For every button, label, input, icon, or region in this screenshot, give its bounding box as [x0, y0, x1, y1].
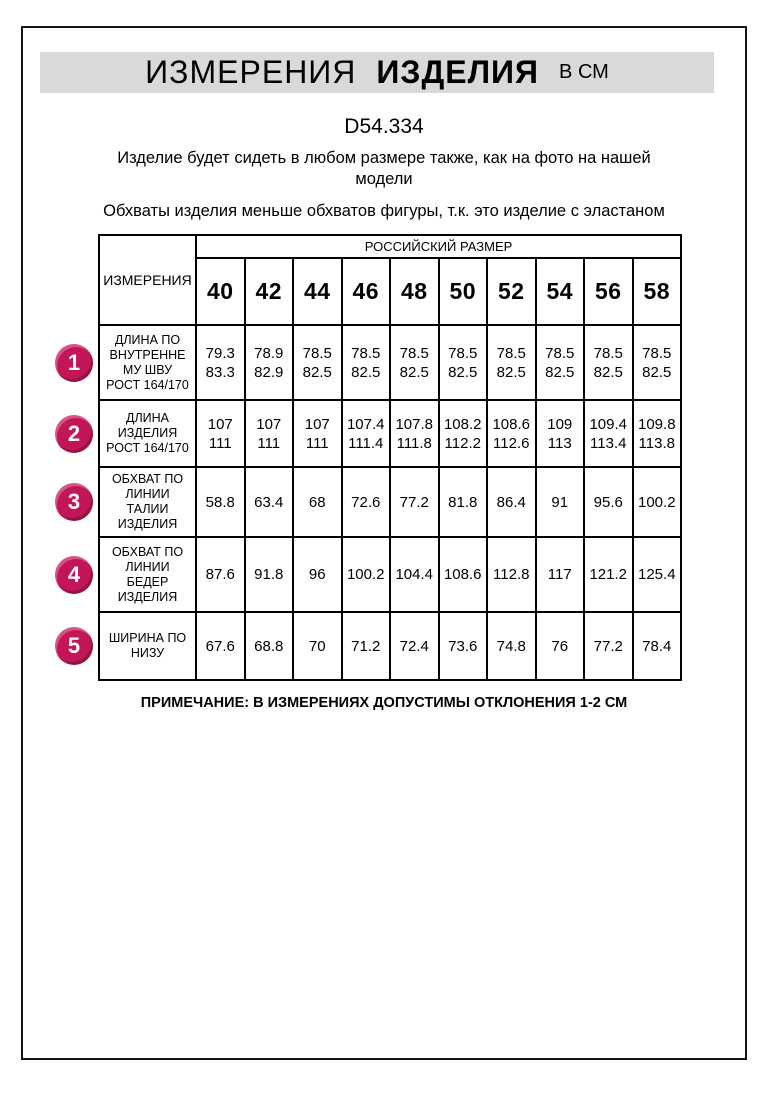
value-line: 117: [547, 566, 572, 583]
value-cell: [584, 467, 633, 537]
value-cell: [584, 612, 633, 680]
value-line: 112.6: [493, 434, 530, 452]
size-column-header: 46: [342, 258, 391, 325]
value-cell: [245, 537, 294, 612]
value-cell: [390, 467, 439, 537]
table-row: [99, 537, 681, 612]
value-line: 82.5: [545, 363, 575, 381]
title-bar: [40, 52, 714, 93]
size-column-header: 40: [196, 258, 245, 325]
measure-label-cell: [99, 325, 196, 400]
value-line: 78.5: [545, 344, 575, 362]
value-line: 125.4: [638, 566, 676, 583]
title-main: ИЗМЕРЕНИЯ: [145, 54, 357, 90]
tolerance-note: ПРИМЕЧАНИЕ: В ИЗМЕРЕНИЯХ ДОПУСТИМЫ ОТКЛОНЕНИЯ 1-2 СМ: [140, 695, 628, 711]
value-line: 78.9: [254, 344, 284, 362]
value-line: 72.6: [351, 493, 381, 511]
value-line: 111: [257, 434, 281, 452]
measurements-column-header: ИЗМЕРЕНИЯ: [99, 235, 196, 325]
value-line: 107: [207, 415, 233, 433]
size-column-header: 42: [245, 258, 294, 325]
value-line: 78.4: [642, 637, 672, 655]
value-cell: [487, 400, 536, 467]
value-cell: [633, 537, 682, 612]
size-group-header: РОССИЙСКИЙ РАЗМЕР: [196, 235, 681, 258]
value-cell: [633, 400, 682, 467]
value-cell: [293, 612, 342, 680]
value-line: 77.2: [593, 637, 623, 655]
value-line: 111.8: [396, 434, 432, 452]
value-line: 112.2: [444, 434, 481, 452]
label-line: РОСТ 164/170: [106, 377, 189, 392]
value-cell: [584, 537, 633, 612]
value-line: 82.5: [496, 363, 526, 381]
size-column-header: 54: [536, 258, 585, 325]
measure-label-cell: [99, 400, 196, 467]
value-line: 100.2: [638, 493, 676, 511]
table-row: [99, 325, 681, 400]
value-cell: [536, 325, 585, 400]
row-number-badge: 5: [55, 627, 93, 665]
value-line: 82.5: [351, 363, 381, 381]
value-cell: [633, 325, 682, 400]
value-line: 109.8: [638, 415, 676, 433]
row-number-badge: 2: [55, 415, 93, 453]
value-cell: [439, 325, 488, 400]
value-cell: [196, 325, 245, 400]
value-cell: [439, 612, 488, 680]
label-line: НИЗУ: [130, 646, 165, 660]
value-line: 91: [551, 493, 569, 511]
value-cell: [196, 467, 245, 537]
value-line: 82.5: [593, 363, 623, 381]
value-line: 79.3: [205, 344, 235, 362]
value-cell: [293, 325, 342, 400]
value-cell: [487, 325, 536, 400]
value-cell: [536, 537, 585, 612]
value-line: 87.6: [205, 566, 235, 583]
value-line: 71.2: [351, 637, 381, 655]
label-line: РОСТ 164/170: [106, 441, 189, 455]
value-cell: [342, 612, 391, 680]
value-cell: [342, 537, 391, 612]
value-cell: [487, 537, 536, 612]
fit-note: Изделие будет сидеть в любом размере также, как на фото на нашей модели: [117, 149, 651, 188]
label-line: ДЛИНА ПО: [114, 332, 181, 347]
value-cell: [487, 612, 536, 680]
row-number-badge: 3: [55, 483, 93, 521]
value-line: 58.8: [205, 493, 235, 511]
value-line: 78.5: [496, 344, 526, 362]
value-line: 78.5: [448, 344, 478, 362]
value-cell: [536, 612, 585, 680]
measure-label-cell: [99, 537, 196, 612]
label-line: МУ ШВУ: [122, 362, 173, 377]
value-line: 86.4: [496, 493, 526, 511]
value-line: 104.4: [395, 566, 434, 583]
label-line: ТАЛИИ: [126, 502, 169, 516]
value-line: 109: [547, 415, 573, 433]
value-cell: [342, 325, 391, 400]
value-line: 81.8: [448, 493, 478, 511]
value-line: 78.5: [302, 344, 332, 362]
value-cell: [293, 400, 342, 467]
value-cell: [196, 612, 245, 680]
label-line: ИЗДЕЛИЯ: [117, 589, 178, 604]
table-row: [99, 467, 681, 537]
value-line: 109.4: [589, 415, 628, 433]
value-line: 72.4: [399, 637, 429, 655]
label-line: ДЛИНА: [125, 411, 170, 425]
value-line: 111: [305, 434, 329, 452]
row-number-badge: 4: [55, 556, 93, 594]
value-line: 68.8: [254, 637, 284, 655]
elastane-note: Обхваты изделия меньше обхватов фигуры, т.к. это изделие с эластаном: [103, 202, 665, 220]
value-line: 108.6: [492, 415, 531, 433]
value-cell: [390, 537, 439, 612]
value-line: 111.4: [348, 434, 384, 452]
value-line: 107.4: [346, 415, 385, 433]
value-cell: [196, 400, 245, 467]
value-cell: [439, 400, 488, 467]
value-line: 74.8: [496, 637, 526, 655]
value-line: 112.8: [493, 566, 530, 583]
size-column-header: 56: [584, 258, 633, 325]
page-frame: [21, 26, 747, 1060]
value-cell: [245, 325, 294, 400]
value-cell: [633, 467, 682, 537]
value-line: 82.5: [399, 363, 429, 381]
value-line: 96: [308, 566, 326, 583]
value-cell: [245, 467, 294, 537]
value-cell: [536, 400, 585, 467]
value-line: 67.6: [205, 637, 235, 655]
value-line: 108.2: [443, 415, 482, 433]
value-line: 82.9: [254, 363, 284, 381]
table-row: [99, 612, 681, 680]
label-line: ОБХВАТ ПО: [111, 544, 184, 559]
value-line: 113.4: [590, 434, 627, 452]
value-line: 82.5: [448, 363, 478, 381]
value-line: 73.6: [448, 637, 478, 655]
value-cell: [584, 400, 633, 467]
label-line: ИЗДЕЛИЯ: [117, 426, 178, 440]
value-line: 82.5: [302, 363, 332, 381]
value-line: 82.5: [642, 363, 672, 381]
value-line: 83.3: [205, 363, 235, 381]
value-line: 121.2: [589, 566, 628, 583]
value-cell: [487, 467, 536, 537]
value-cell: [293, 537, 342, 612]
measure-label-cell: [99, 467, 196, 537]
value-line: 76: [551, 637, 569, 655]
value-cell: [245, 400, 294, 467]
value-line: 63.4: [254, 493, 284, 511]
value-line: 108.6: [443, 566, 482, 583]
value-cell: [342, 400, 391, 467]
table-zone: [23, 234, 745, 681]
value-cell: [390, 612, 439, 680]
row-number-badge: 1: [55, 344, 93, 382]
value-line: 78.5: [351, 344, 381, 362]
value-line: 91.8: [254, 566, 284, 583]
value-cell: [245, 612, 294, 680]
value-cell: [633, 612, 682, 680]
value-line: 78.5: [399, 344, 429, 362]
value-line: 107: [304, 415, 330, 433]
size-column-header: 48: [390, 258, 439, 325]
value-cell: [439, 537, 488, 612]
size-column-header: 44: [293, 258, 342, 325]
value-line: 68: [308, 493, 326, 511]
label-line: ВНУТРЕННЕ: [109, 347, 186, 362]
value-cell: [584, 325, 633, 400]
size-table: [98, 234, 682, 681]
value-cell: [196, 537, 245, 612]
value-cell: [293, 467, 342, 537]
size-column-header: 50: [439, 258, 488, 325]
product-code: D54.334: [344, 115, 424, 138]
value-line: 95.6: [593, 493, 623, 511]
table-row: [99, 400, 681, 467]
label-line: ШИРИНА ПО: [108, 631, 187, 645]
label-line: ЛИНИИ: [125, 559, 170, 574]
size-column-header: 52: [487, 258, 536, 325]
value-line: 113: [547, 434, 572, 452]
value-line: 113.8: [638, 434, 675, 452]
value-line: 100.2: [346, 566, 385, 583]
value-line: 107: [256, 415, 282, 433]
value-cell: [439, 467, 488, 537]
value-cell: [342, 467, 391, 537]
value-line: 107.8: [395, 415, 434, 433]
label-line: ЛИНИИ: [125, 487, 170, 501]
value-line: 78.5: [642, 344, 672, 362]
value-line: 77.2: [399, 493, 429, 511]
value-line: 111: [208, 434, 232, 452]
value-cell: [536, 467, 585, 537]
size-column-header: 58: [633, 258, 682, 325]
title-bold: ИЗДЕЛИЯ: [376, 54, 540, 90]
value-cell: [390, 325, 439, 400]
value-line: 70: [308, 637, 326, 655]
title-unit: В СМ: [559, 61, 609, 83]
measure-label-cell: [99, 612, 196, 680]
label-line: БЕДЕР: [126, 574, 169, 589]
value-line: 78.5: [593, 344, 623, 362]
label-line: ОБХВАТ ПО: [111, 472, 184, 486]
label-line: ИЗДЕЛИЯ: [117, 517, 178, 531]
value-cell: [390, 400, 439, 467]
